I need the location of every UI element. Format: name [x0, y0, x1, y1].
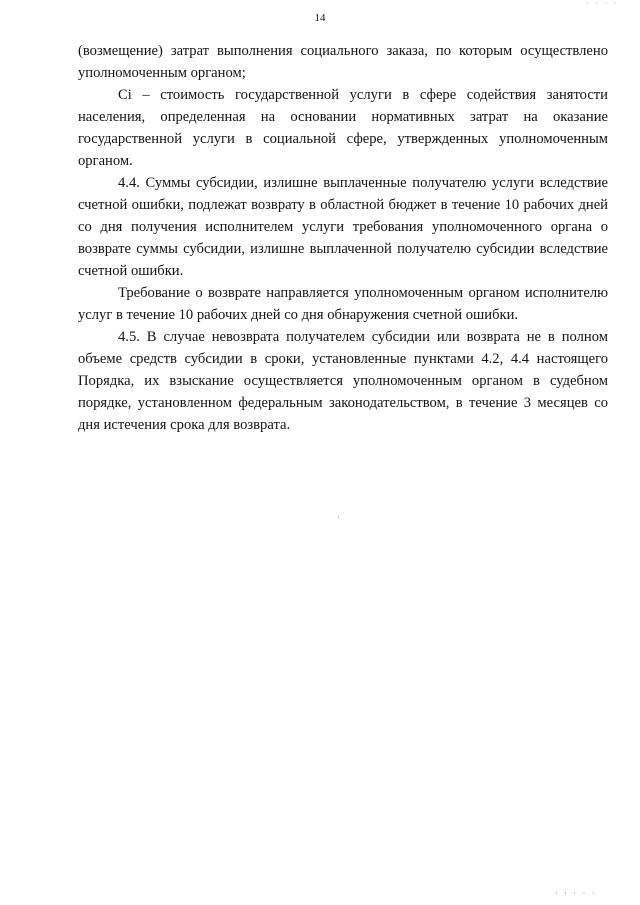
paragraph-ci-definition: Ci – стоимость государственной услуги в сфере содействия занятости населения, определенная на основании нормативных затрат на оказание государственной услуги в социальной сфере, утвержденных уполномоченным органом.: [78, 87, 608, 169]
scan-artifact-top: · · · ·: [585, 0, 618, 7]
paragraph-return-requirement: Требование о возврате направляется уполномоченным органом исполнителю услуг в течение 10 рабочих дней со дня обнаружения счетной ошибки.: [78, 285, 608, 323]
paragraph-4-5: 4.5. В случае невозврата получателем субсидии или возврата не в полном объеме средств субсидии в сроки, установленные пунктами 4.2, 4.4 настоящего Порядка, их взыскание осуществляется уполномоченным органом в судебном порядке, установленном федеральным законодательством, в течение 3 месяцев со дня истечения срока для возврата.: [78, 329, 608, 433]
paragraph-continuation: (возмещение) затрат выполнения социального заказа, по которым осуществлено уполномоченным органом;: [78, 43, 608, 81]
document-body: [78, 40, 608, 436]
paragraph-4-4: 4.4. Суммы субсидии, излишне выплаченные получателю услуги вследствие счетной ошибки, подлежат возврату в областной бюджет в течение 10 рабочих дней со дня получения исполнителем услуги требования уполномоченного органа о возврате суммы субсидии, излишне выплаченной получателю субсидии вследствие счетной ошибки.: [78, 175, 608, 279]
scan-speck: [338, 516, 339, 518]
page-number: 14: [314, 12, 326, 24]
scan-artifact-bottom: · · · · ·: [554, 890, 596, 897]
